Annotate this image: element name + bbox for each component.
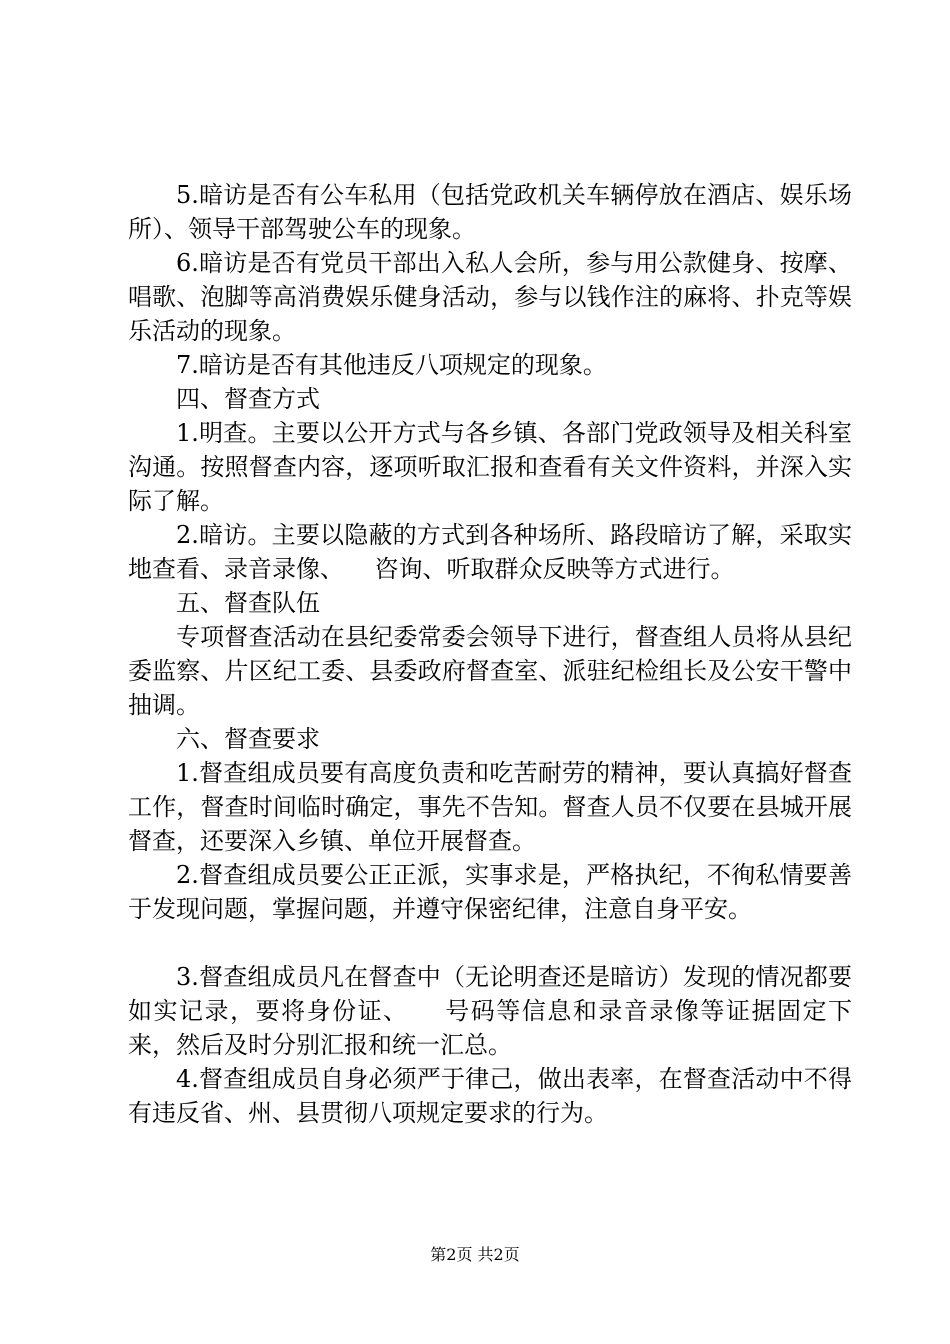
document-body bbox=[128, 178, 852, 1130]
paragraph-requirement-2: 2.督查组成员要公正正派，实事求是，严格执纪，不徇私情要善于发现问题，掌握问题，并遵守保密纪律，注意自身平安。 bbox=[128, 861, 852, 923]
paragraph-item-7: 7.暗访是否有其他违反八项规定的现象。 bbox=[176, 351, 607, 379]
paragraph-secret-visit: 2.暗访。主要以隐蔽的方式到各种场所、路段暗访了解，采取实地查看、录音录像、 咨询、听取群众反映等方式进行。 bbox=[128, 521, 852, 583]
paragraph-requirement-1: 1.督查组成员要有高度负责和吃苦耐劳的精神，要认真搞好督查工作，督查时间临时确定，事先不告知。督查人员不仅要在县城开展督查，还要深入乡镇、单位开展督查。 bbox=[128, 759, 852, 855]
page-footer: 第2页 共2页 bbox=[430, 1245, 520, 1264]
paragraph-item-6: 6.暗访是否有党员干部出入私人会所，参与用公款健身、按摩、唱歌、泡脚等高消费娱乐健身活动，参与以钱作注的麻将、扑克等娱乐活动的现象。 bbox=[128, 249, 852, 345]
section-heading-team: 五、督查队伍 bbox=[176, 589, 320, 617]
paragraph-spacer bbox=[128, 926, 852, 960]
paragraph-item-5: 5.暗访是否有公车私用（包括党政机关车辆停放在酒店、娱乐场所）、领导干部驾驶公车的现象。 bbox=[128, 181, 852, 243]
paragraph-open-inspection: 1.明查。主要以公开方式与各乡镇、各部门党政领导及相关科室沟通。按照督查内容，逐项听取汇报和查看有关文件资料，并深入实际了解。 bbox=[128, 419, 852, 515]
paragraph-requirement-3: 3.督查组成员凡在督查中（无论明查还是暗访）发现的情况都要如实记录，要将身份证、 号码等信息和录音录像等证据固定下来，然后及时分别汇报和统一汇总。 bbox=[128, 963, 852, 1059]
paragraph-team: 专项督查活动在县纪委常委会领导下进行，督查组人员将从县纪委监察、片区纪工委、县委政府督查室、派驻纪检组长及公安干警中抽调。 bbox=[128, 623, 852, 719]
section-heading-requirements: 六、督查要求 bbox=[176, 725, 320, 753]
paragraph-requirement-4: 4.督查组成员自身必须严于律己，做出表率，在督查活动中不得有违反省、州、县贯彻八项规定要求的行为。 bbox=[128, 1065, 852, 1127]
section-heading-method: 四、督查方式 bbox=[176, 385, 320, 413]
